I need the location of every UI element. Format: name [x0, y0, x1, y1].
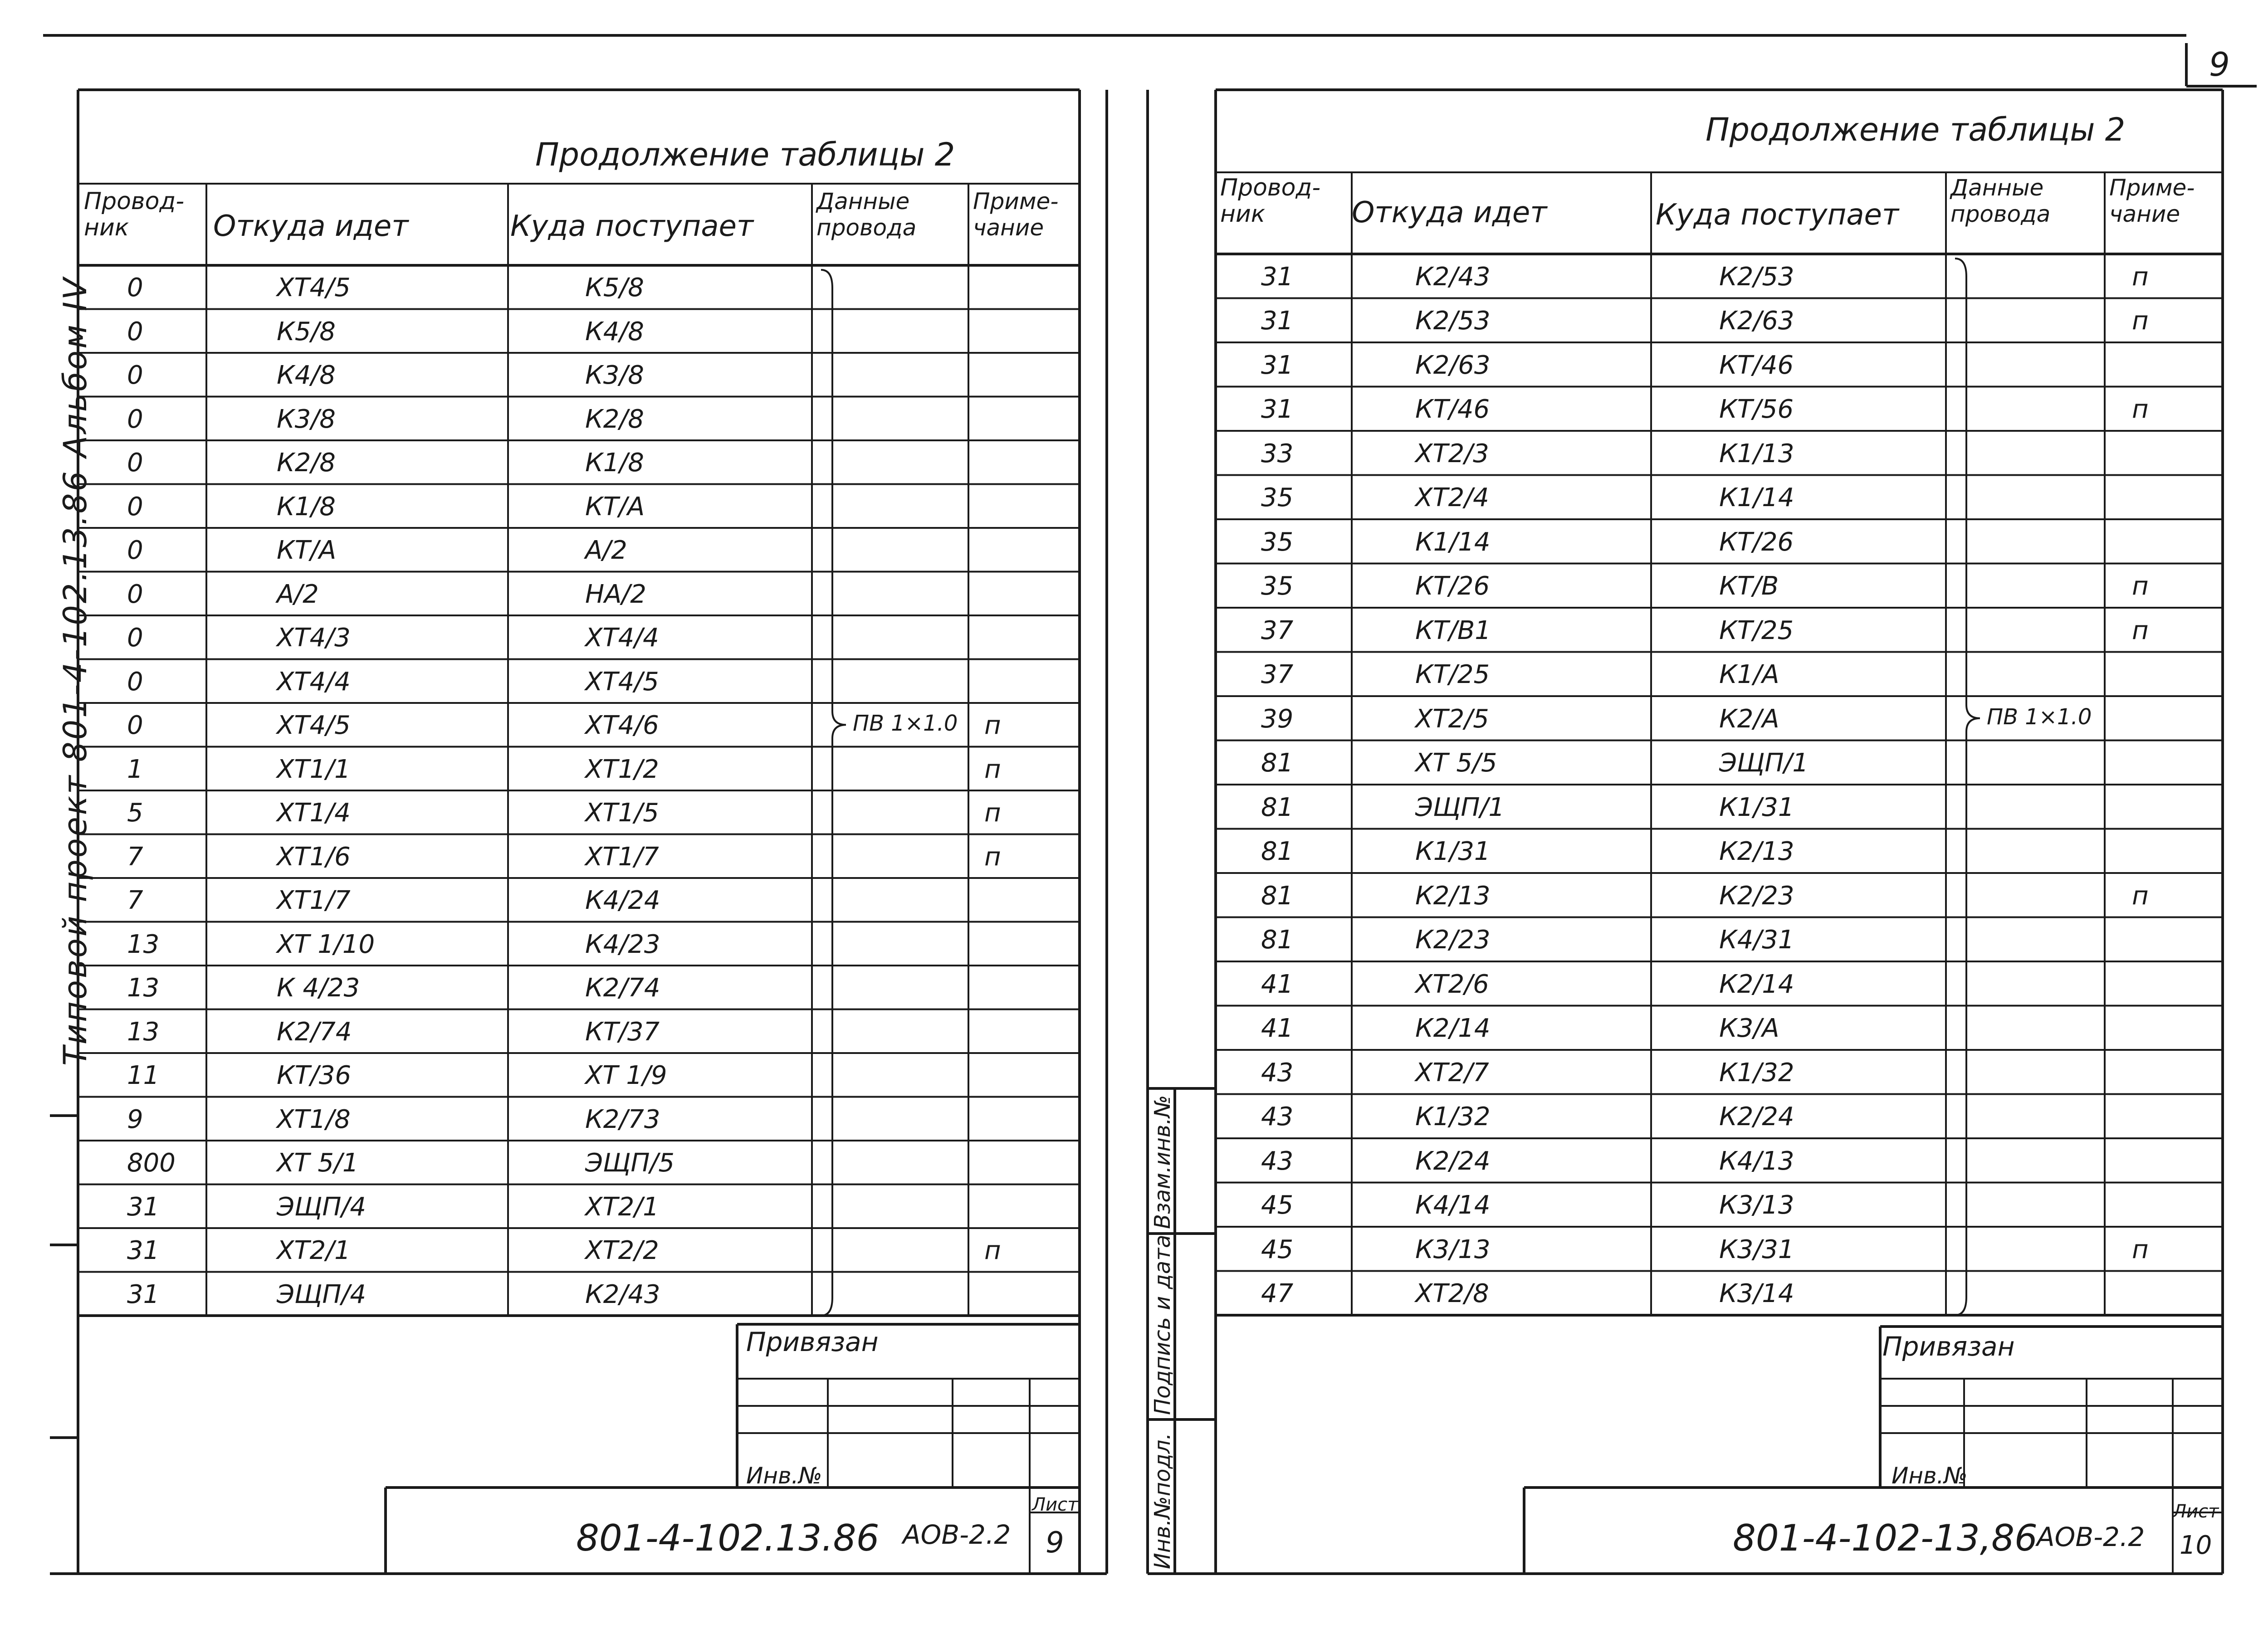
cell-wire: 41	[1261, 969, 1294, 999]
cell-from: ЭЩП/4	[277, 1192, 366, 1222]
cell-wire: 0	[127, 579, 143, 609]
cell-to: К3/13	[1719, 1190, 1794, 1220]
cell-to: НА/2	[585, 579, 646, 609]
cell-to: КТ/56	[1719, 395, 1794, 424]
header-to: Куда поступает	[1656, 198, 1899, 232]
cell-to: К2/14	[1719, 969, 1794, 999]
header-from: Откуда идет	[1352, 196, 1547, 229]
cell-to: К4/13	[1719, 1146, 1794, 1176]
cell-wire: 35	[1261, 483, 1294, 513]
cell-to: К4/31	[1719, 925, 1794, 955]
cell-wire: 31	[127, 1279, 160, 1309]
cell-to: ЭЩП/1	[1719, 748, 1809, 778]
cell-to: К1/32	[1719, 1058, 1794, 1088]
cell-from: КТ/А	[277, 536, 337, 566]
cell-from: К2/23	[1415, 925, 1491, 955]
cell-wire: 7	[127, 886, 143, 916]
right-privyazan: Привязан	[1882, 1331, 2015, 1362]
stamp-vzam: Взам.инв.№	[1150, 1095, 1175, 1229]
cell-note: п	[2132, 395, 2149, 424]
cell-wire: 31	[127, 1192, 160, 1222]
cell-wire: 13	[127, 1017, 160, 1047]
cell-wire: 37	[1261, 660, 1294, 690]
cell-from: ХТ1/8	[277, 1104, 351, 1134]
cell-wire: 0	[127, 404, 143, 434]
cell-to: К2/23	[1719, 881, 1794, 911]
brace	[1955, 259, 1980, 1315]
header-note: Приме-чание	[973, 188, 1059, 241]
cell-from: ХТ4/4	[277, 667, 351, 697]
cell-to: КТ/26	[1719, 527, 1794, 557]
cell-to: КТ/В	[1719, 571, 1779, 601]
cell-data: ПВ 1×1.0	[853, 711, 958, 737]
cell-wire: 43	[1261, 1146, 1294, 1176]
cell-from: К2/24	[1415, 1146, 1491, 1176]
page-number: 9	[2209, 45, 2230, 83]
cell-wire: 0	[127, 623, 143, 653]
cell-wire: 43	[1261, 1058, 1294, 1088]
cell-to: К3/14	[1719, 1279, 1794, 1309]
cell-wire: 7	[127, 842, 143, 872]
cell-to: ХТ1/7	[585, 842, 659, 872]
cell-to: КТ/37	[585, 1017, 660, 1047]
cell-to: КТ/А	[585, 492, 645, 522]
cell-note: п	[2132, 571, 2149, 601]
cell-wire: 9	[127, 1104, 143, 1134]
header-from: Откуда идет	[213, 210, 409, 243]
header-wire: Провод-ник	[1220, 174, 1321, 228]
cell-to: ХТ4/6	[585, 711, 659, 741]
cell-from: ХТ1/7	[277, 886, 351, 916]
left-sheet-number: 9	[1046, 1526, 1064, 1560]
cell-note: п	[984, 842, 1001, 872]
cell-from: К2/43	[1415, 262, 1491, 292]
cell-from: ХТ 1/10	[277, 929, 375, 959]
cell-from: ЭЩП/1	[1415, 792, 1505, 822]
right-doc-code: 801-4-102-13,86	[1733, 1517, 2038, 1559]
cell-from: ХТ 5/5	[1415, 748, 1497, 778]
cell-to: К1/А	[1719, 660, 1779, 690]
cell-wire: 81	[1261, 792, 1294, 822]
cell-wire: 0	[127, 317, 143, 346]
cell-to: К1/8	[585, 448, 644, 478]
cell-to: К2/73	[585, 1104, 660, 1134]
cell-from: ХТ2/7	[1415, 1058, 1489, 1088]
right-sheet-number: 10	[2180, 1531, 2212, 1560]
cell-wire: 0	[127, 711, 143, 741]
cell-wire: 35	[1261, 527, 1294, 557]
cell-from: А/2	[277, 579, 319, 609]
cell-to: К3/31	[1719, 1234, 1794, 1264]
cell-from: К 4/23	[277, 973, 360, 1003]
cell-note: п	[2132, 1234, 2149, 1264]
cell-wire: 31	[1261, 395, 1294, 424]
cell-from: К3/8	[277, 404, 336, 434]
left-table-title: Продолжение таблицы 2	[535, 136, 955, 173]
cell-wire: 0	[127, 273, 143, 303]
cell-wire: 45	[1261, 1190, 1294, 1220]
cell-to: ЭЩП/5	[585, 1148, 675, 1178]
cell-wire: 31	[1261, 350, 1294, 380]
header-data: Данные провода	[1950, 175, 2051, 227]
left-inv: Инв.№	[746, 1463, 822, 1489]
cell-to: К2/24	[1719, 1102, 1794, 1132]
cell-from: КТ/25	[1415, 660, 1490, 690]
cell-data: ПВ 1×1.0	[1987, 704, 2092, 730]
cell-from: КТ/В1	[1415, 615, 1491, 645]
cell-to: К5/8	[585, 273, 644, 303]
cell-wire: 1	[127, 754, 143, 784]
cell-from: ХТ4/3	[277, 623, 351, 653]
cell-from: ХТ2/8	[1415, 1279, 1489, 1309]
cell-to: ХТ1/5	[585, 798, 659, 828]
cell-to: К2/63	[1719, 306, 1794, 336]
cell-from: К1/31	[1415, 837, 1491, 867]
cell-wire: 35	[1261, 571, 1294, 601]
left-doc-code: 801-4-102.13.86	[576, 1517, 880, 1559]
header-wire: Провод-ник	[84, 188, 185, 241]
cell-note: п	[984, 1236, 1001, 1266]
cell-wire: 81	[1261, 881, 1294, 911]
cell-to: ХТ2/1	[585, 1192, 659, 1222]
cell-from: К2/53	[1415, 306, 1491, 336]
cell-to: ХТ4/5	[585, 667, 659, 697]
cell-wire: 0	[127, 492, 143, 522]
cell-note: п	[984, 711, 1001, 741]
cell-to: К2/53	[1719, 262, 1794, 292]
cell-to: К1/31	[1719, 792, 1794, 822]
cell-wire: 11	[127, 1061, 160, 1091]
cell-wire: 31	[127, 1236, 160, 1266]
brace	[821, 270, 846, 1316]
cell-to: К2/А	[1719, 704, 1779, 734]
cell-from: ХТ 5/1	[277, 1148, 359, 1178]
cell-from: КТ/36	[277, 1061, 352, 1091]
cell-wire: 13	[127, 929, 160, 959]
cell-from: ХТ4/5	[277, 711, 351, 741]
cell-from: К4/8	[277, 361, 336, 390]
cell-from: К2/74	[277, 1017, 352, 1047]
cell-from: ХТ2/1	[277, 1236, 351, 1266]
cell-to: К2/13	[1719, 837, 1794, 867]
cell-wire: 13	[127, 973, 160, 1003]
cell-wire: 0	[127, 448, 143, 478]
cell-wire: 5	[127, 798, 143, 828]
cell-wire: 31	[1261, 306, 1294, 336]
right-sheet-label: Лист	[2173, 1501, 2219, 1522]
cell-to: К2/8	[585, 404, 644, 434]
header-note: Приме-чание	[2109, 175, 2195, 227]
stamp-podpis: Подпись и дата	[1150, 1234, 1175, 1415]
cell-wire: 37	[1261, 615, 1294, 645]
cell-to: КТ/25	[1719, 615, 1794, 645]
cell-from: ХТ1/6	[277, 842, 351, 872]
cell-note: п	[984, 754, 1001, 784]
cell-from: К2/8	[277, 448, 336, 478]
cell-note: п	[2132, 881, 2149, 911]
cell-to: К4/8	[585, 317, 644, 346]
cell-wire: 43	[1261, 1102, 1294, 1132]
cell-to: ХТ 1/9	[585, 1061, 667, 1091]
vertical-margin-title: Типовой проект 801-4-102.13.86 Альбом IV	[57, 276, 94, 1066]
cell-from: ХТ2/6	[1415, 969, 1489, 999]
right-album-code: АОВ-2.2	[2037, 1522, 2145, 1552]
cell-wire: 81	[1261, 748, 1294, 778]
cell-from: К3/13	[1415, 1234, 1491, 1264]
header-data: Данные провода	[816, 188, 917, 241]
cell-to: К3/А	[1719, 1014, 1779, 1044]
cell-to: К4/23	[585, 929, 660, 959]
left-sheet-label: Лист	[1032, 1494, 1078, 1515]
cell-to: К4/24	[585, 886, 660, 916]
cell-wire: 0	[127, 667, 143, 697]
cell-wire: 39	[1261, 704, 1294, 734]
cell-from: К5/8	[277, 317, 336, 346]
cell-to: К2/74	[585, 973, 660, 1003]
cell-from: ЭЩП/4	[277, 1279, 366, 1309]
cell-to: К2/43	[585, 1279, 660, 1309]
cell-note: п	[2132, 306, 2149, 336]
cell-from: К2/14	[1415, 1014, 1491, 1044]
cell-to: ХТ4/4	[585, 623, 659, 653]
cell-from: ХТ1/4	[277, 798, 351, 828]
right-inv: Инв.№	[1892, 1463, 1968, 1489]
cell-from: КТ/26	[1415, 571, 1490, 601]
cell-wire: 31	[1261, 262, 1294, 292]
header-to: Куда поступает	[510, 210, 754, 243]
cell-to: К3/8	[585, 361, 644, 390]
cell-from: К1/14	[1415, 527, 1491, 557]
cell-to: ХТ2/2	[585, 1236, 659, 1266]
cell-wire: 0	[127, 361, 143, 390]
cell-wire: 47	[1261, 1279, 1294, 1309]
right-table-title: Продолжение таблицы 2	[1706, 111, 2126, 148]
cell-from: К4/14	[1415, 1190, 1491, 1220]
cell-note: п	[984, 798, 1001, 828]
cell-to: КТ/46	[1719, 350, 1794, 380]
cell-wire: 45	[1261, 1234, 1294, 1264]
cell-from: ХТ2/3	[1415, 439, 1489, 468]
cell-to: К1/14	[1719, 483, 1794, 513]
cell-from: ХТ1/1	[277, 754, 351, 784]
cell-from: К1/32	[1415, 1102, 1491, 1132]
cell-to: ХТ1/2	[585, 754, 659, 784]
cell-to: К1/13	[1719, 439, 1794, 468]
cell-note: п	[2132, 615, 2149, 645]
cell-from: ХТ2/4	[1415, 483, 1489, 513]
cell-from: К2/63	[1415, 350, 1491, 380]
left-privyazan: Привязан	[746, 1327, 879, 1357]
cell-note: п	[2132, 262, 2149, 292]
cell-wire: 33	[1261, 439, 1294, 468]
cell-wire: 81	[1261, 837, 1294, 867]
cell-from: ХТ4/5	[277, 273, 351, 303]
cell-wire: 0	[127, 536, 143, 566]
cell-wire: 41	[1261, 1014, 1294, 1044]
cell-from: К1/8	[277, 492, 336, 522]
cell-wire: 81	[1261, 925, 1294, 955]
stamp-inv-podl: Инв.№подл.	[1150, 1433, 1175, 1569]
cell-to: А/2	[585, 536, 627, 566]
cell-from: К2/13	[1415, 881, 1491, 911]
cell-from: ХТ2/5	[1415, 704, 1489, 734]
cell-wire: 800	[127, 1148, 176, 1178]
cell-from: КТ/46	[1415, 395, 1490, 424]
left-album-code: АОВ-2.2	[903, 1519, 1011, 1550]
